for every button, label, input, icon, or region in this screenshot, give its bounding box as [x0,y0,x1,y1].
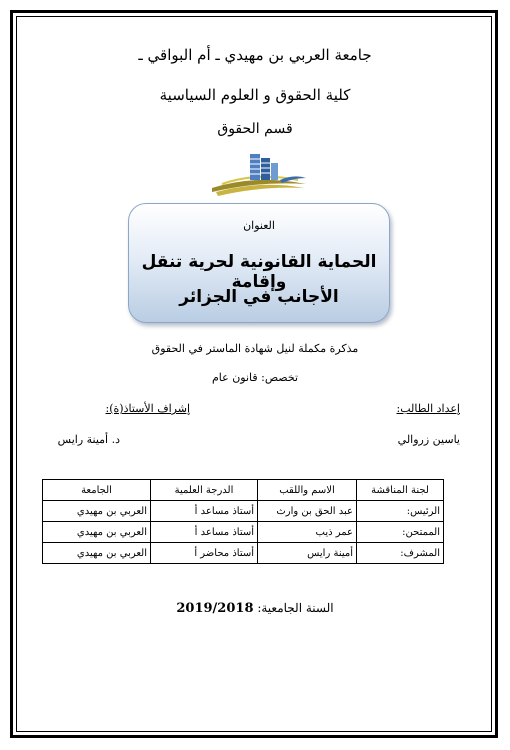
jury-university: العربي بن مهيدي [43,501,151,522]
jury-name: عبد الحق بن وارث [258,501,357,522]
header-university: الجامعة [43,480,151,501]
thesis-title-line-2: الأجانب في الجزائر [179,287,339,307]
header-name: الاسم واللقب [258,480,357,501]
supervisor-label: إشراف الأستاذ(ة): [105,402,190,415]
table-row [43,501,444,522]
header-committee: لجنة المناقشة [357,480,444,501]
jury-university: العربي بن مهيدي [43,543,151,564]
specialty: تخصص: قانون عام [211,371,299,384]
university-logo-icon [206,150,312,198]
academic-year-value: 2019/2018 [176,601,254,616]
title-label: العنوان [243,219,275,232]
memo-description: مذكرة مكملة لنيل شهادة الماستر في الحقوق [151,342,359,355]
jury-role: المشرف: [357,543,444,564]
jury-grade: أستاذ مساعد أ [151,522,258,543]
thesis-title-line-1: الحماية القانونية لحرية تنقل وإقامة [141,252,377,292]
jury-table [42,479,444,564]
jury-name: عمر ذيب [258,522,357,543]
table-row [43,543,444,564]
faculty-name: كلية الحقوق و العلوم السياسية [159,86,351,104]
academic-year-label: السنة الجامعية: [257,601,334,615]
academic-year [0,601,510,616]
department-name: قسم الحقوق [217,121,293,137]
jury-name: أمينة رايس [258,543,357,564]
student-name: ياسين زروالي [397,433,460,446]
supervisor-name: د. أمينة رايس [57,433,120,446]
jury-university: العربي بن مهيدي [43,522,151,543]
jury-role: الرئيس: [357,501,444,522]
student-label: إعداد الطالب: [396,402,460,415]
jury-table-header [43,480,444,501]
header-grade: الدرجة العلمية [151,480,258,501]
table-row [43,522,444,543]
university-name: جامعة العربي بن مهيدي ـ أم البواقي ـ [138,46,372,64]
jury-role: الممتحن: [357,522,444,543]
jury-grade: أستاذ مساعد أ [151,501,258,522]
jury-grade: أستاذ محاضر أ [151,543,258,564]
